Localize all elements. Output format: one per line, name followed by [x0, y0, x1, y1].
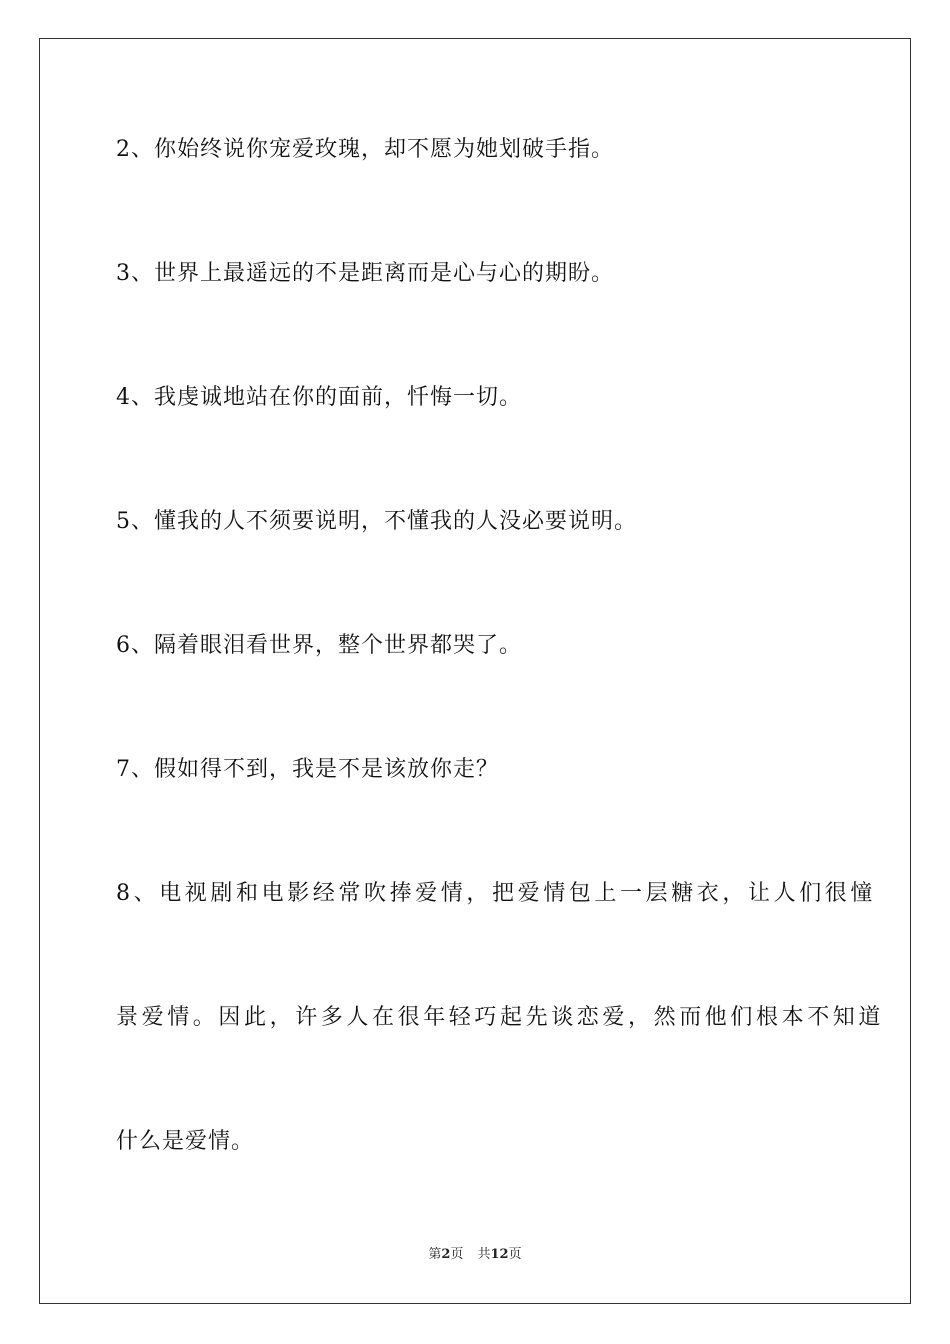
total-prefix: 共: [477, 1247, 491, 1262]
total-suffix: 页: [508, 1247, 522, 1262]
body-line-4: 5、懂我的人不须要说明，不懂我的人没必要说明。: [116, 509, 637, 534]
total-pages: 12: [490, 1247, 509, 1262]
body-line-8: 景爱情。因此，许多人在很年轻巧起先谈恋爱，然而他们根本不知道: [116, 1005, 885, 1030]
page-prefix: 第: [428, 1247, 442, 1262]
page-footer: [0, 1246, 950, 1264]
body-line-1: 2、你始终说你宠爱玫瑰，却不愿为她划破手指。: [116, 137, 614, 162]
body-line-6: 7、假如得不到，我是不是该放你走？: [116, 757, 499, 782]
body-line-3: 4、我虔诚地站在你的面前，忏悔一切。: [116, 385, 522, 410]
body-line-9: 什么是爱情。: [116, 1129, 255, 1154]
body-line-7: 8、电视剧和电影经常吹捧爱情，把爱情包上一层糖衣，让人们很憧: [116, 881, 876, 906]
body-line-5: 6、隔着眼泪看世界，整个世界都哭了。: [116, 633, 522, 658]
page-frame: [39, 38, 911, 1304]
body-line-2: 3、世界上最遥远的不是距离而是心与心的期盼。: [116, 261, 614, 286]
page-suffix: 页: [450, 1247, 464, 1262]
page-number: 2: [441, 1247, 451, 1262]
